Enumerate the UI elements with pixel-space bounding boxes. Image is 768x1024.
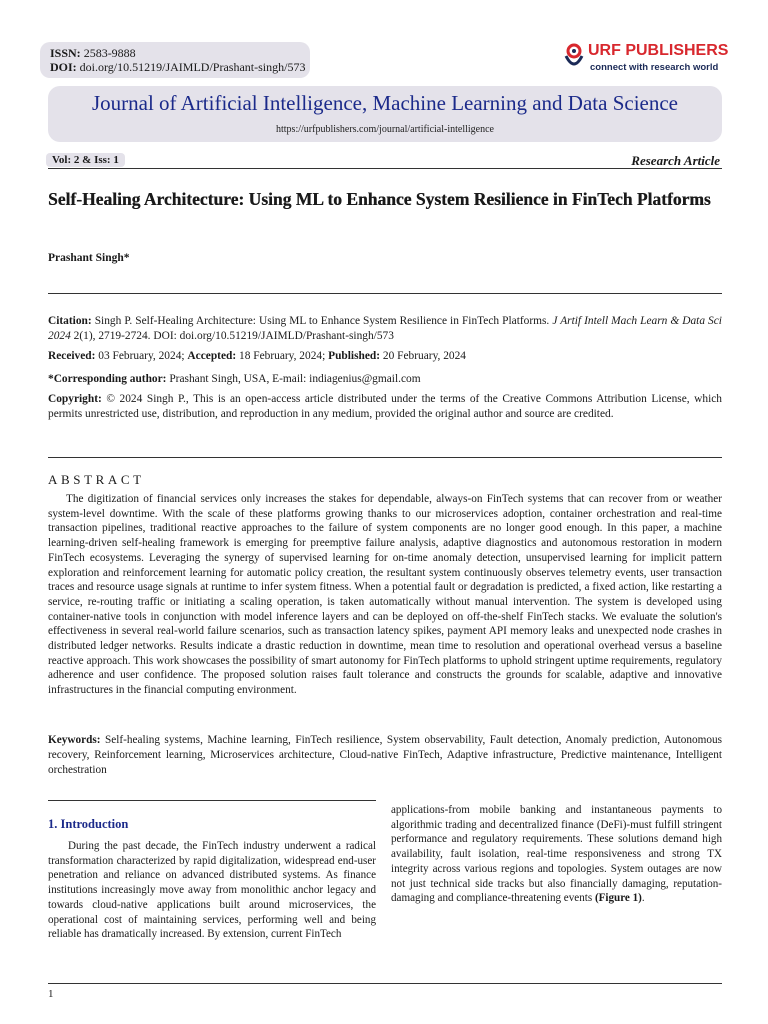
citation-journal: J Artif Intell Mach Learn & Data Sci 2024	[48, 315, 722, 342]
footer-divider	[48, 983, 722, 984]
publisher-tagline: connect with research world	[590, 62, 719, 73]
figure-1-reference[interactable]: (Figure 1)	[594, 892, 642, 905]
doi-label: DOI:	[50, 60, 77, 74]
abstract-top-divider	[48, 457, 722, 458]
corresponding-author	[48, 372, 722, 387]
citation-text: Singh P. Self-Healing Architecture: Using ML to Enhance System Resilience in FinTech Platforms.	[94, 315, 550, 327]
intro-right-column	[391, 803, 722, 906]
citation-rest: 2(1), 2719-2724. DOI: doi.org/10.51219/JAIMLD/Prashant-singh/573	[73, 330, 394, 342]
intro-right-end: .	[641, 892, 645, 905]
issn-label: ISSN:	[50, 46, 81, 60]
intro-right-text: applications-from mobile banking and instantaneous payments to algorithmic trading and decentralized finance (DeFi)-must fulfill stringent performance and regulatory requirements. These solutions demand high availability, fault isolation, real-time responsiveness and strong TX integrity across various regions and topologies. System outages are now not just technical side tracks but also financially damaging, reputation-damaging and compliance-threatening events	[391, 804, 722, 905]
publisher-name: URF PUBLISHERS	[588, 42, 729, 59]
meta-top-divider	[48, 293, 722, 294]
journal-url[interactable]: https://urfpublishers.com/journal/artificial-intelligence	[276, 124, 494, 135]
publisher-logo-icon	[562, 42, 586, 72]
header-divider	[48, 168, 722, 169]
dates-line	[48, 349, 722, 364]
abstract-heading: ABSTRACT	[48, 472, 145, 487]
keywords	[48, 733, 722, 778]
article-title: Self-Healing Architecture: Using ML to Enhance System Resilience in FinTech Platforms	[48, 189, 711, 209]
publisher-logo	[562, 40, 732, 80]
author-name: Prashant Singh*	[48, 252, 130, 264]
article-type: Research Article	[631, 153, 720, 168]
received-date: 03 February, 2024;	[98, 350, 185, 362]
keywords-label: Keywords:	[48, 734, 101, 746]
citation-label: Citation:	[48, 315, 92, 327]
issn-doi-block	[50, 46, 305, 74]
citation	[48, 314, 722, 344]
corresponding-label: *Corresponding author:	[48, 373, 167, 385]
section-heading-introduction: 1. Introduction	[48, 817, 129, 831]
published-label: Published:	[328, 350, 381, 362]
intro-divider	[48, 800, 376, 801]
accepted-date: 18 February, 2024;	[239, 350, 326, 362]
intro-left-column: During the past decade, the FinTech industry underwent a radical transformation characterized by rapid digitalization, widespread end-user penetration and reliance on advanced distributed systems. As finance institutions increasingly move away from monolithic anchor legacy and towards cloud-native applications built around microservices, the operational cost of maintaining services, performing well and being reliable has dramatically increased. By extension, current FinTech	[48, 840, 376, 941]
corresponding-text: Prashant Singh, USA, E-mail: indiagenius@gmail.com	[169, 373, 421, 385]
keywords-text: Self-healing systems, Machine learning, FinTech resilience, System observability, Fault detection, Anomaly prediction, Autonomous recovery, Reinforcement learning, Microservices architecture, Cloud-native FinTech, Adaptive infrastructure, Predictive maintenance, Intelligent orchestration	[48, 734, 723, 776]
received-label: Received:	[48, 350, 96, 362]
doi-value[interactable]: doi.org/10.51219/JAIMLD/Prashant-singh/573	[79, 60, 306, 74]
journal-title: Journal of Artificial Intelligence, Machine Learning and Data Science	[91, 91, 678, 115]
issn-value: 2583-9888	[83, 46, 136, 60]
abstract-body: The digitization of financial services only increases the stakes for dependable, always-on FinTech systems that can recover from or weather system-level downtime. With the scale of these platforms growing thanks to our microservices adoption, container orchestration and real-time transaction pipelines, traditional reactive approaches to the failure of system components are no longer good enough. In this paper, a machine learning-driven self-healing framework is emerging for preemptive failure analysis, adaptive diagnostics and autonomous restoration in modern FinTech ecosystems. Leveraging the synergy of supervised learning for on-time anomaly detection, unsupervised learning for implicit pattern exploration and reinforcement learning for automatic policy creation, the resultant system continuously observes telemetry events, user transaction traces and resource usage signals at runtime to infer system fitness. When a potential fault or degradation is predicted, a fixed action, like restarting a service, re-routing traffic or initiating a scaling operation, is taken automatically without manual intervention. The system is developed using container-native tools in conjunction with model inference layers and can be deployed on off-the-shelf FinTech stacks. We evaluate the solution's effectiveness in several real-world failure scenarios, such as transaction latency spikes, payment API memory leaks and unexpected node crashes in distributed ledger networks. Results indicate a drastic reduction in downtime, mean time to resolution and operational overhead versus a baseline reactive approach. This work showcases the possibility of smart autonomy for FinTech platforms to uphold stringent uptime requirements, regulatory adherence and user confidence. The proposed solution raises fault tolerance and constructs the grounds for scalable, adaptive and innovative infrastructures in the financial computing environment.	[48, 493, 722, 697]
copyright	[48, 392, 722, 422]
published-date: 20 February, 2024	[382, 350, 466, 362]
copyright-text: © 2024 Singh P., This is an open-access article distributed under the terms of the Creative Commons Attribution License, which permits unrestricted use, distribution, and reproduction in any medium, provided the original author and source are credited.	[48, 393, 722, 420]
page-number: 1	[48, 988, 54, 1000]
volume-issue-badge: Vol: 2 & Iss: 1	[46, 153, 125, 167]
accepted-label: Accepted:	[187, 350, 237, 362]
copyright-label: Copyright:	[48, 393, 102, 405]
